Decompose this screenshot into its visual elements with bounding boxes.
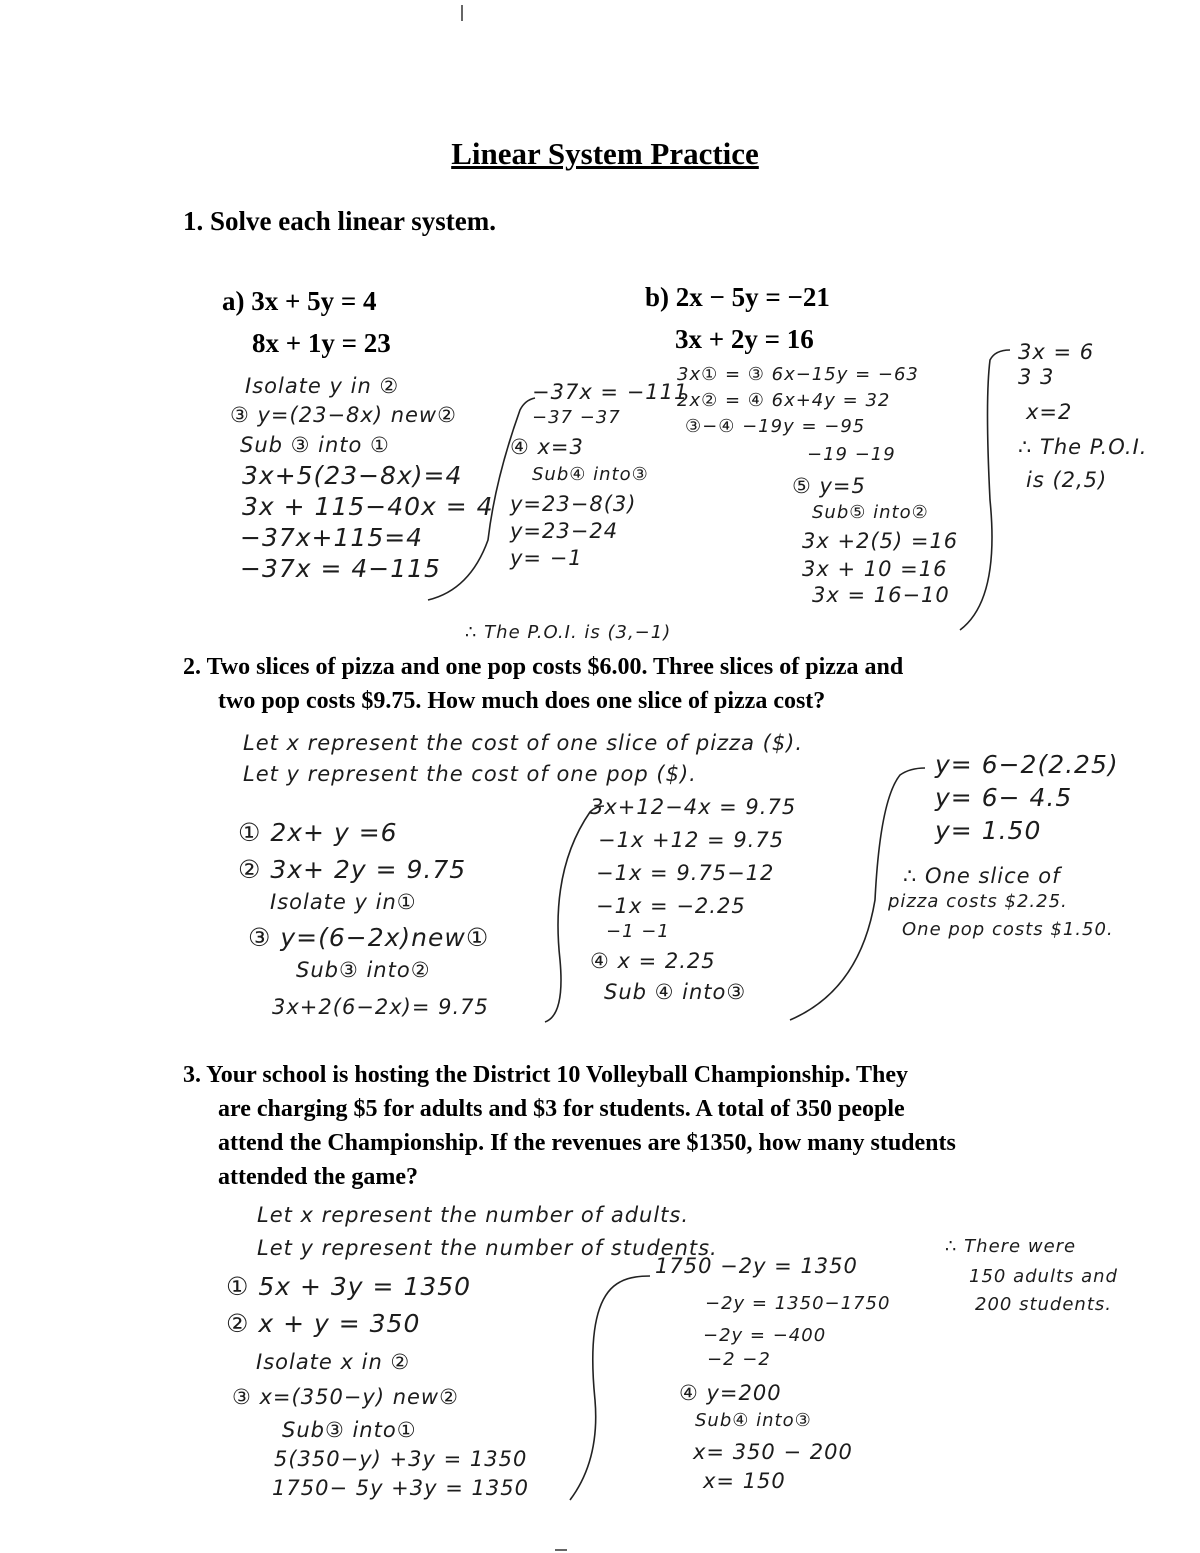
work-line: 3x + 115−40x = 4: [242, 492, 494, 521]
work-line: −2y = 1350−1750: [705, 1293, 891, 1314]
work-line: y= 6−2(2.25): [935, 750, 1119, 779]
work-line: Sub ③ into ①: [240, 433, 390, 457]
question-line: attended the game?: [218, 1164, 418, 1190]
conclusion-line: One pop costs $1.50.: [902, 919, 1114, 940]
let-statement: Let x represent the cost of one slice of pizza ($).: [243, 731, 804, 755]
work-line: 3x + 10 =16: [802, 557, 948, 581]
work-line: ③ x=(350−y) new②: [232, 1385, 459, 1409]
work-line: Sub ④ into③: [604, 980, 747, 1004]
equation-text: 2x − 5y = −21: [675, 282, 830, 312]
work-line: −2y = −400: [703, 1325, 827, 1346]
conclusion-line: ∴ There were: [945, 1236, 1077, 1257]
work-line: Sub③ into②: [296, 958, 431, 982]
work-line: 1750 −2y = 1350: [655, 1254, 858, 1278]
work-line: −37 −37: [532, 407, 621, 428]
conclusion-line: pizza costs $2.25.: [888, 891, 1068, 912]
work-line: ③−④ −19y = −95: [685, 416, 866, 437]
work-line: y=23−8(3): [510, 492, 637, 516]
work-line: y= 6− 4.5: [935, 783, 1073, 812]
work-line: −37x+115=4: [240, 523, 424, 552]
arrow-connector: [545, 806, 604, 1022]
conclusion-line: 200 students.: [975, 1294, 1112, 1315]
work-line: 3x +2(5) =16: [802, 529, 959, 553]
question-line: are charging $5 for adults and $3 for students. A total of 350 people: [218, 1096, 905, 1122]
equation-text: 3x + 5y = 4: [251, 286, 377, 316]
work-line: ∴ The P.O.I.: [1018, 435, 1148, 459]
question-line: attend the Championship. If the revenues are $1350, how many students: [218, 1130, 956, 1156]
work-line: −1 −1: [606, 921, 670, 942]
work-line: 1750− 5y +3y = 1350: [272, 1476, 529, 1500]
work-line: 3 3: [1018, 365, 1055, 389]
question-1-heading: 1. Solve each linear system.: [183, 206, 496, 236]
arrow-connector: [570, 1276, 650, 1500]
work-line: ② x + y = 350: [226, 1309, 421, 1338]
work-line: Sub③ into①: [282, 1418, 417, 1442]
work-line: y= −1: [510, 546, 583, 570]
work-line: −1x = −2.25: [596, 894, 746, 918]
arrow-connector: [960, 350, 1010, 630]
work-line: Sub④ into③: [695, 1410, 812, 1431]
work-line: −2 −2: [707, 1349, 771, 1370]
work-line: Isolate x in ②: [256, 1350, 411, 1374]
let-statement: Let y represent the cost of one pop ($).: [243, 762, 697, 786]
system-a-label: a): [222, 286, 245, 316]
work-line: x= 150: [703, 1469, 786, 1493]
let-statement: Let x represent the number of adults.: [257, 1203, 690, 1227]
work-line: ⑤ y=5: [792, 474, 866, 498]
work-line: y=23−24: [510, 519, 619, 543]
arrow-connector: [790, 768, 925, 1020]
work-line: 3x+12−4x = 9.75: [590, 795, 797, 819]
conclusion-line: ∴ One slice of: [903, 864, 1061, 888]
work-line: ① 2x+ y =6: [238, 818, 398, 847]
work-line: ④ y=200: [679, 1381, 782, 1405]
system-b-label: b): [645, 282, 670, 312]
work-line: 3x = 6: [1018, 340, 1095, 364]
work-line: 3x① = ③ 6x−15y = −63: [677, 364, 919, 385]
question-line: two pop costs $9.75. How much does one slice of pizza cost?: [218, 688, 826, 714]
work-line: −37x = −111: [532, 380, 689, 404]
work-line: 5(350−y) +3y = 1350: [274, 1447, 528, 1471]
work-line: ④ x=3: [510, 435, 584, 459]
let-statement: Let y represent the number of students.: [257, 1236, 718, 1260]
question-line: 3. Your school is hosting the District 10 Volleyball Championship. They: [183, 1062, 909, 1088]
work-line: Isolate y in ②: [245, 374, 400, 398]
work-line: x= 350 − 200: [693, 1440, 853, 1464]
work-line: ③ y=(6−2x)new①: [248, 923, 490, 952]
question-line: 2. Two slices of pizza and one pop costs $6.00. Three slices of pizza and: [183, 654, 904, 680]
work-line: −37x = 4−115: [240, 554, 441, 583]
arrow-connector: [428, 398, 535, 600]
page-title: Linear System Practice: [451, 136, 759, 171]
work-line: Isolate y in①: [270, 890, 417, 914]
system-a-equation-2: 8x + 1y = 23: [252, 328, 391, 358]
work-line: ① 5x + 3y = 1350: [226, 1272, 472, 1301]
work-line: Sub④ into③: [532, 464, 649, 485]
work-line: ③ y=(23−8x) new②: [230, 403, 457, 427]
work-line: ④ x = 2.25: [590, 949, 716, 973]
work-line: Sub⑤ into②: [812, 502, 929, 523]
work-line: −1x = 9.75−12: [596, 861, 775, 885]
work-line: 3x+5(23−8x)=4: [242, 461, 463, 490]
work-line: 3x+2(6−2x)= 9.75: [272, 995, 489, 1019]
work-line: −19 −19: [807, 444, 896, 465]
work-line: 3x = 16−10: [812, 583, 950, 607]
work-line: x=2: [1026, 400, 1073, 424]
work-line: is (2,5): [1026, 468, 1108, 492]
conclusion-line: 150 adults and: [969, 1266, 1118, 1287]
work-line: ② 3x+ 2y = 9.75: [238, 855, 467, 884]
system-b-equation-2: 3x + 2y = 16: [675, 324, 814, 354]
work-line: −1x +12 = 9.75: [598, 828, 785, 852]
work-line: 2x② = ④ 6x+4y = 32: [677, 390, 891, 411]
work-line: y= 1.50: [935, 816, 1042, 845]
conclusion-a: ∴ The P.O.I. is (3,−1): [465, 622, 672, 643]
